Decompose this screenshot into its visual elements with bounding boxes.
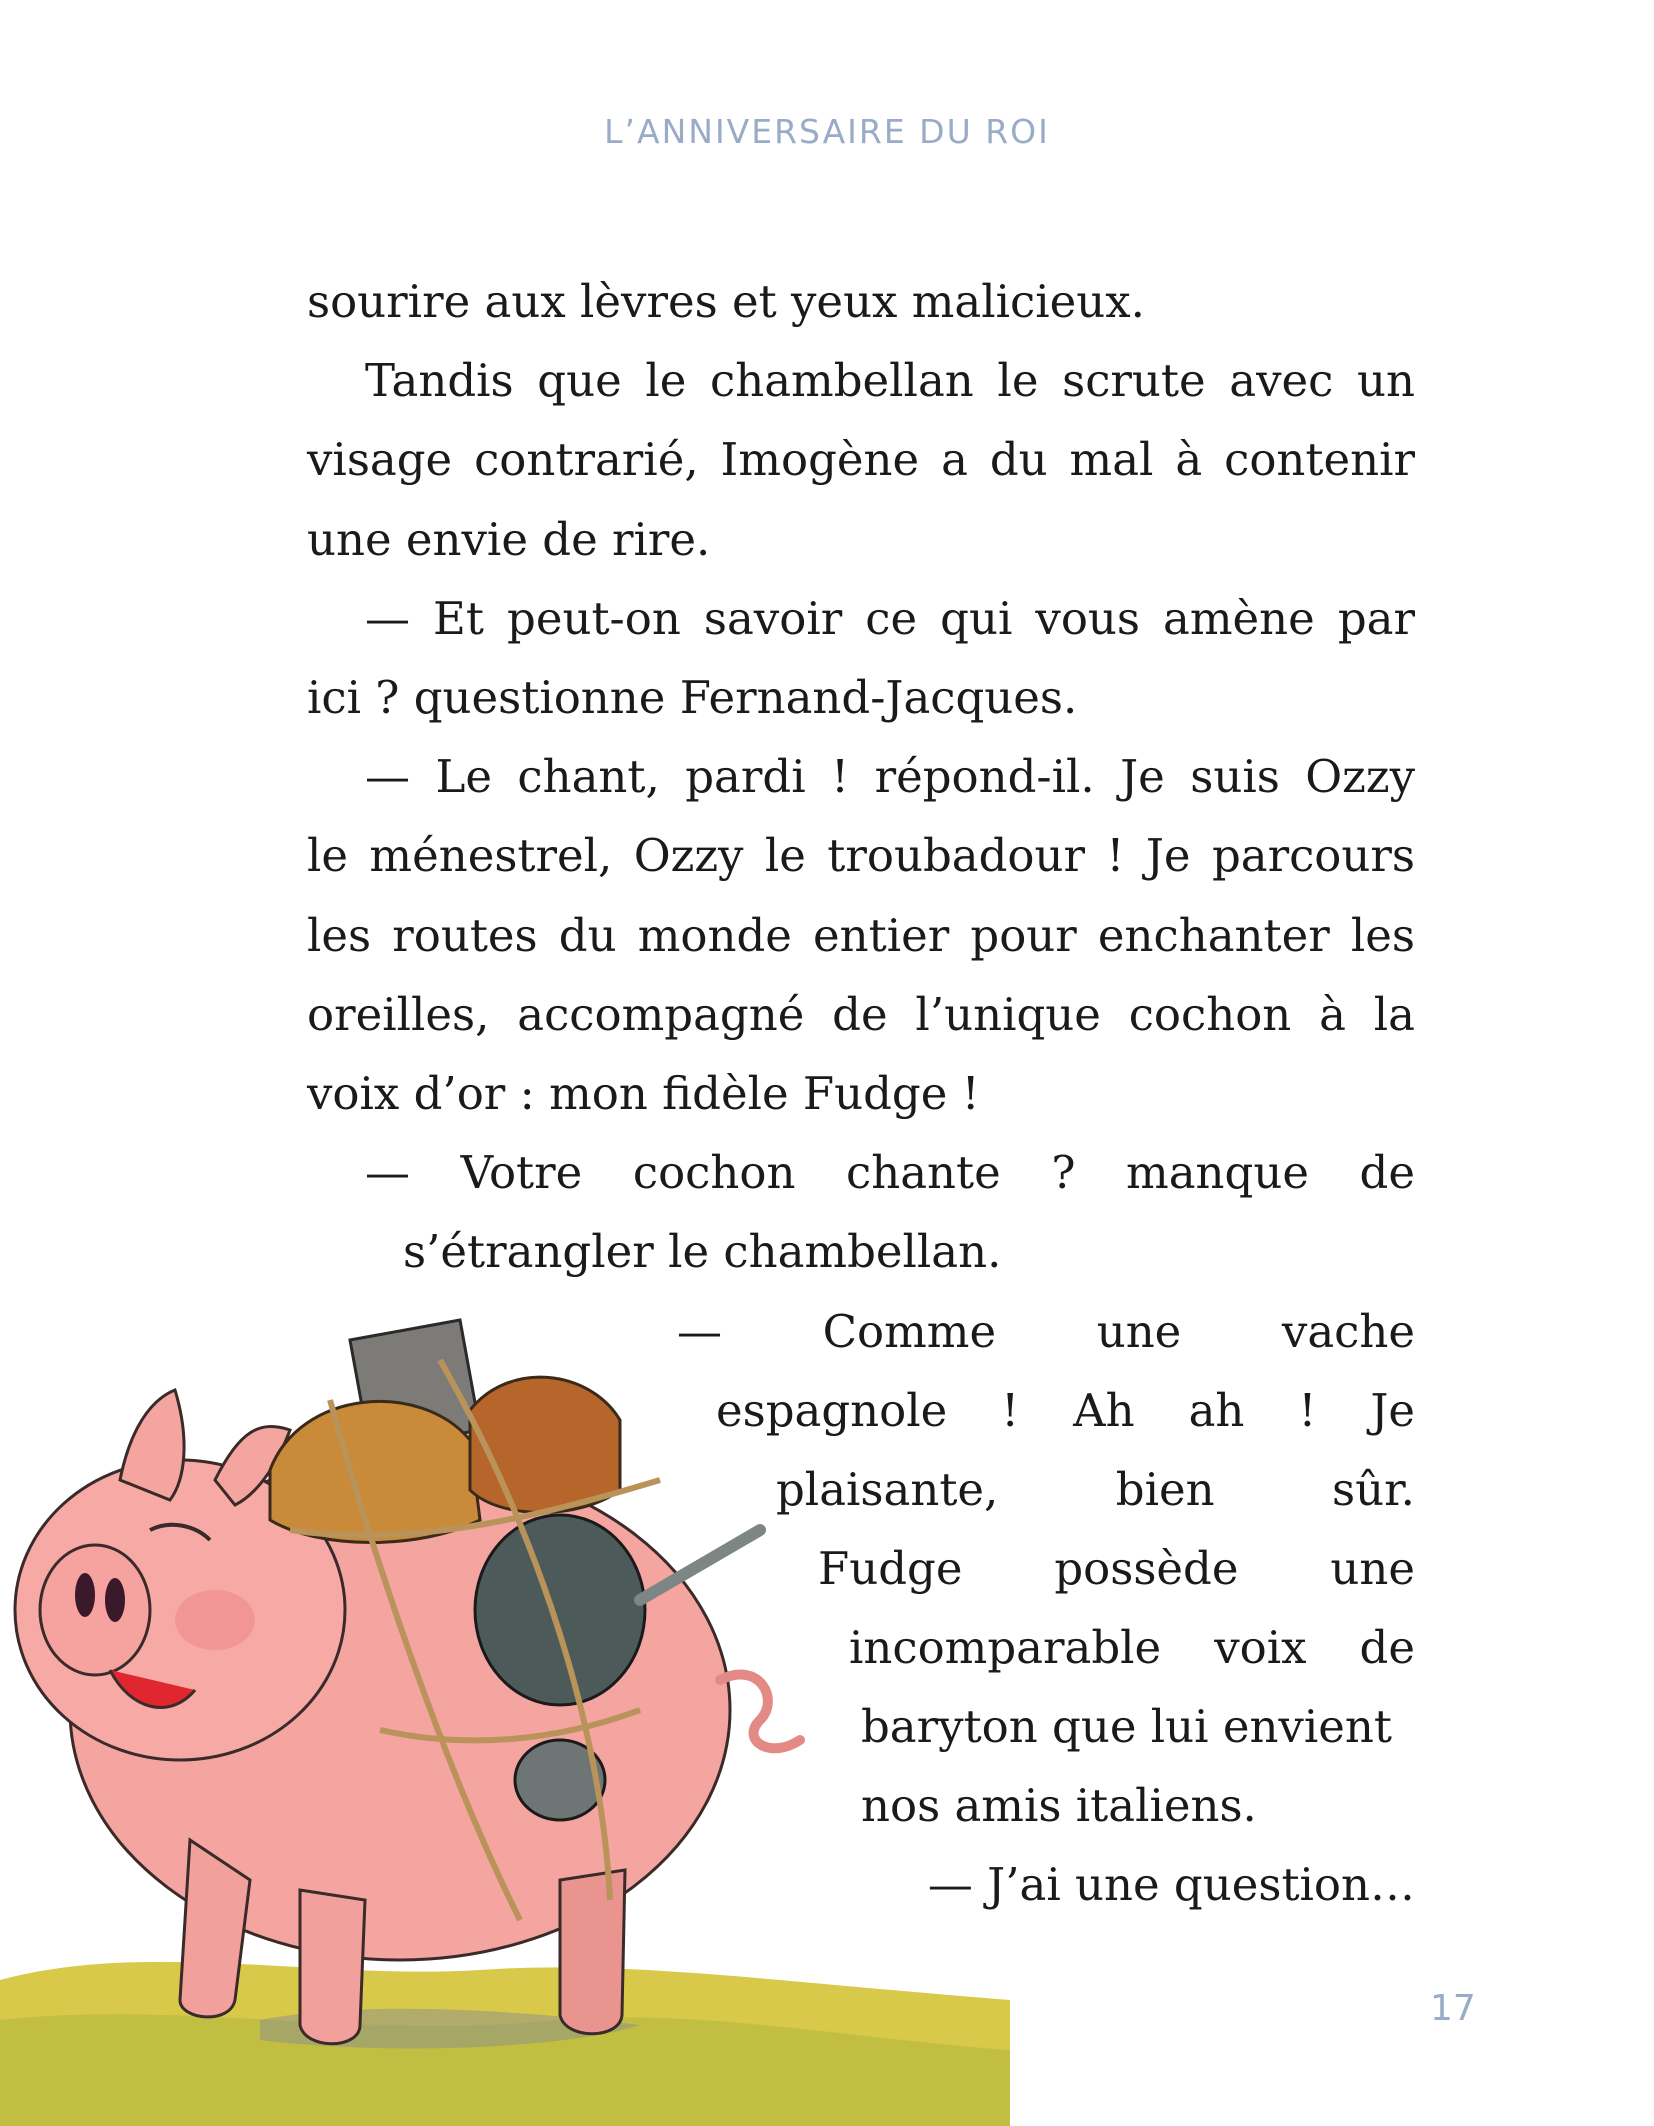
paragraph-3	[307, 579, 1415, 737]
text-line: — Votre cochon chante ? manque de	[365, 1146, 1415, 1200]
text-line: visage contrarié, Imogène a du mal à contenir	[307, 433, 1415, 487]
text-line: sourire aux lèvres et yeux malicieux.	[307, 275, 1145, 328]
pig-snout	[40, 1545, 150, 1675]
text-line: Fudge possède une	[818, 1542, 1415, 1595]
pig-ear	[120, 1390, 184, 1500]
running-title: L’ANNIVERSAIRE DU ROI	[604, 112, 1050, 151]
text-line: — Et peut-on savoir ce qui vous amène par	[365, 591, 1415, 645]
text-line: oreilles, accompagné de l’unique cochon à la	[307, 987, 1415, 1041]
text-line: le ménestrel, Ozzy le troubadour ! Je parcours	[307, 829, 1415, 883]
text-line: baryton que lui envient	[861, 1700, 1392, 1753]
frying-pan	[475, 1515, 645, 1705]
text-line: — Comme une vache	[677, 1305, 1415, 1358]
pig-nostril	[75, 1573, 95, 1617]
pig-leg	[560, 1870, 625, 2034]
text-line: espagnole ! Ah ah ! Je	[716, 1384, 1415, 1437]
text-line: voix d’or : mon fidèle Fudge !	[307, 1067, 980, 1121]
text-line: nos amis italiens.	[861, 1779, 1257, 1832]
text-line: une envie de rire.	[307, 512, 711, 566]
copper-pot	[470, 1377, 620, 1512]
pig-nostril	[105, 1578, 125, 1622]
text-line: incomparable voix de	[849, 1621, 1415, 1674]
page-number: 17	[1430, 1988, 1476, 2029]
text-line: Tandis que le chambellan le scrute avec un	[365, 354, 1415, 408]
text-line: ici ? questionne Fernand-Jacques.	[307, 671, 1078, 725]
text-line: — J’ai une question…	[927, 1858, 1415, 1911]
copper-pot	[270, 1401, 480, 1542]
text-line: s’étrangler le chambellan.	[403, 1225, 1002, 1279]
paragraph-1	[307, 262, 1415, 341]
pig-carrying-pots-illustration	[0, 1280, 1010, 2126]
text-line: — Le chant, pardi ! répond-il. Je suis Ozzy	[365, 750, 1415, 804]
text-line: plaisante, bien sûr.	[776, 1463, 1415, 1516]
paragraph-5	[307, 1133, 1415, 1291]
pig-cheek	[175, 1590, 255, 1650]
body-text	[307, 262, 1415, 1292]
pig-leg	[300, 1890, 365, 2044]
paragraph-2	[307, 341, 1415, 579]
paragraph-4	[307, 737, 1415, 1133]
text-line: les routes du monde entier pour enchanter les	[307, 908, 1415, 962]
pig-tail	[720, 1675, 800, 1749]
